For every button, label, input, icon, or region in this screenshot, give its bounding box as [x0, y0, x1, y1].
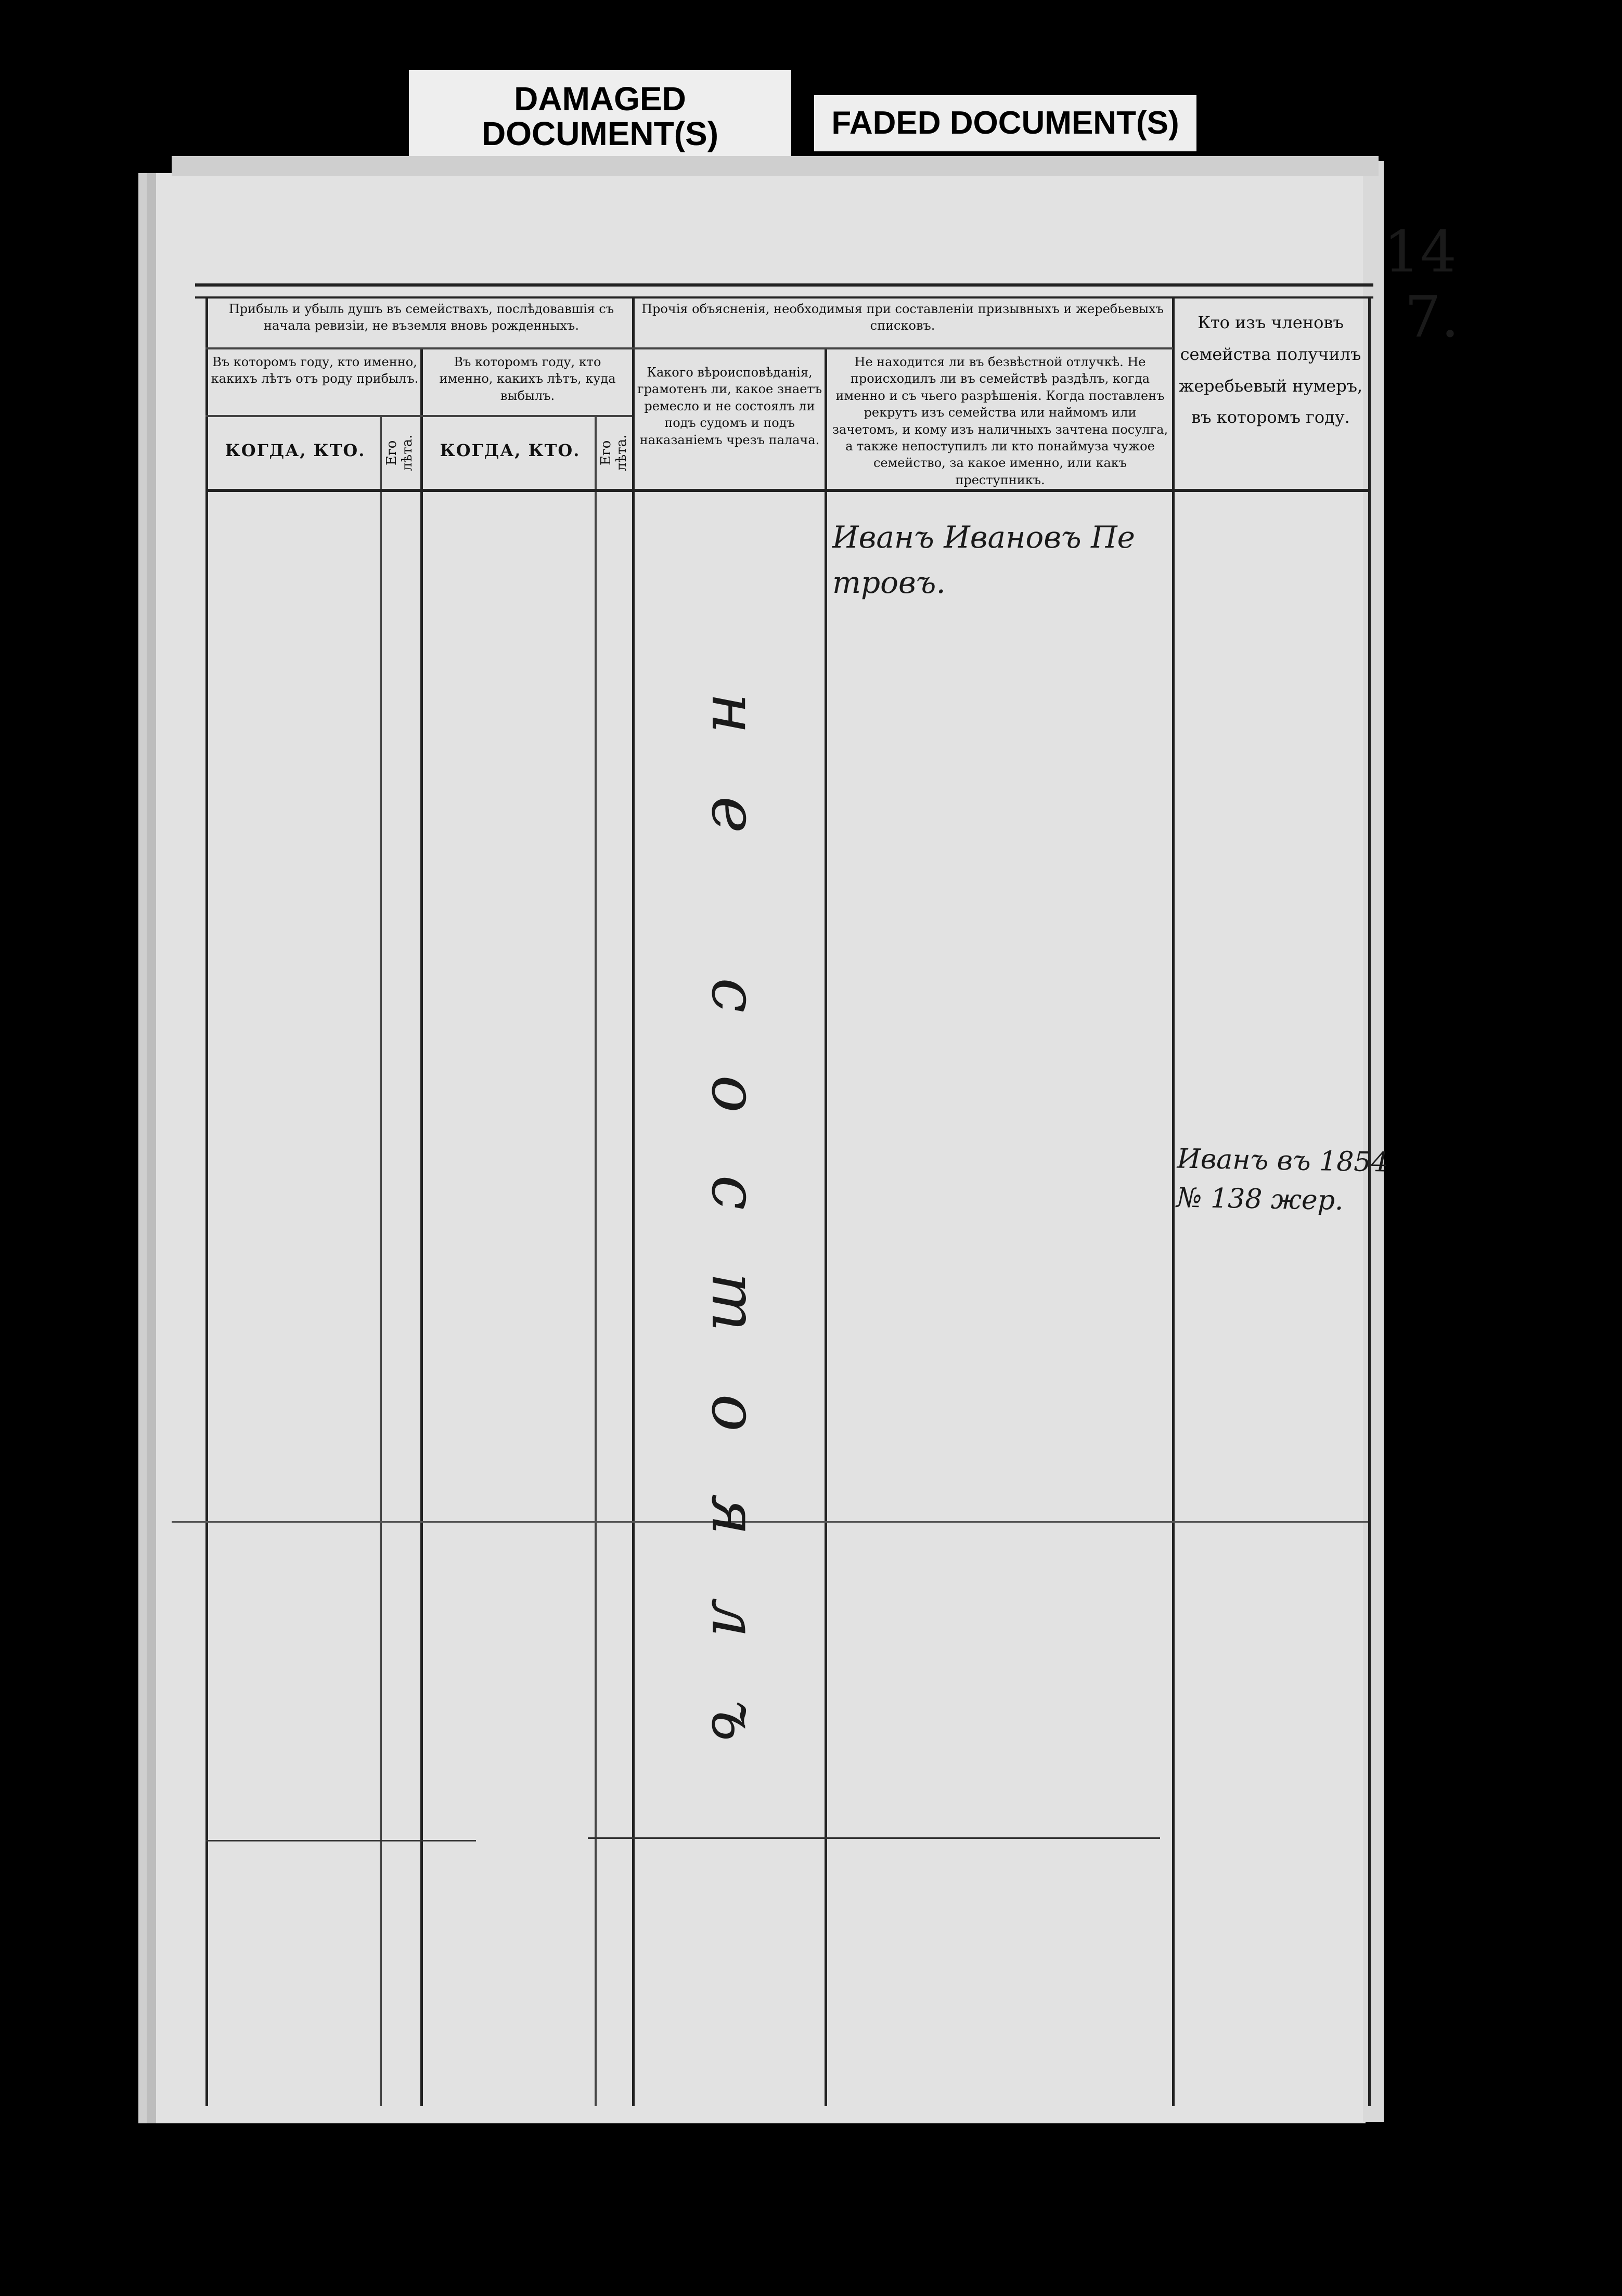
damaged-label-line1: DAMAGED [514, 80, 686, 118]
column-divider [1172, 296, 1175, 2106]
column-divider [420, 348, 423, 2106]
column-divider [380, 416, 382, 2106]
column-divider [632, 296, 635, 2106]
margin-mark-handwritten: 7. [1405, 283, 1459, 350]
faded-document-label: FADED DOCUMENT(S) [814, 95, 1196, 151]
header-when-who-arrived: КОГДА, КТО. [225, 440, 366, 460]
table-top-border-inner [195, 296, 1373, 299]
row-dash [588, 1837, 1160, 1839]
header-divider [205, 415, 632, 417]
header-departed: Въ которомъ году, кто именно, какихъ лѣтъ, куда выбылъ. [439, 355, 616, 403]
header-other-explanations: Прочія объясненія, необходимыя при составленіи призывныхъ и жеребьевыхъ списковъ. [641, 302, 1164, 333]
header-lot-number: Кто изъ членовъ семейства получилъ жеребьевый нумеръ, въ которомъ году. [1178, 313, 1363, 427]
damaged-label-line2: DOCUMENT(S) [481, 115, 719, 152]
header-gain-loss: Прибыль и убыль душъ въ семействахъ, послѣдовавшія съ начала ревизіи, не въземля вновь рожденныхъ. [228, 302, 614, 333]
column-divider [825, 348, 827, 2106]
page-edge-top [172, 156, 1379, 176]
header-when-who-departed: КОГДА, КТО. [440, 440, 581, 460]
absence-entry-line2: тровъ. [832, 565, 946, 600]
header-divider [205, 347, 1173, 349]
absence-entry [832, 515, 1135, 605]
lot-entry-line1: Иванъ въ 1854 [1177, 1143, 1389, 1178]
religion-entry-vertical: не состоялъ [698, 692, 770, 1804]
table-top-border [195, 283, 1373, 287]
lot-entry-line2: № 138 жер. [1176, 1182, 1344, 1217]
row-dash [205, 1840, 476, 1841]
header-bottom-border [205, 489, 1371, 492]
header-arrived: Въ которомъ году, кто именно, какихъ лѣтъ отъ роду прибылъ. [211, 355, 419, 386]
row-divider [172, 1521, 1368, 1523]
page-number-handwritten: 14 [1384, 218, 1457, 285]
page-edge-right [1363, 161, 1384, 2122]
column-divider [595, 416, 597, 2106]
header-age-departed: Его лѣта. [598, 434, 629, 471]
table-left-border [205, 296, 208, 2106]
absence-entry-line1: Иванъ Ивановъ Пе [832, 520, 1136, 555]
lot-entry [1176, 1139, 1388, 1222]
header-absence: Не находится ли въ безвѣстной отлучкѣ. Не происходилъ ли въ семействѣ раздѣлъ, когда именно и съ чьего разрѣшенія. Когда поставленъ рекрутъ изъ семейства или наймомъ или зачетомъ, и кому изъ наличныхъ зачтена посулга, а также непоступилъ ли кто понаймуза чужое семейство, за какое именно, или какъ преступникъ. [832, 355, 1168, 487]
header-age-arrived: Его лѣта. [384, 434, 415, 471]
header-religion: Какого вѣроисповѣданія, грамотенъ ли, какое знаетъ ремесло и не состоялъ ли подъ судомъ и подъ наказаніемъ чрезъ палача. [637, 365, 822, 447]
damaged-document-label [409, 70, 791, 163]
